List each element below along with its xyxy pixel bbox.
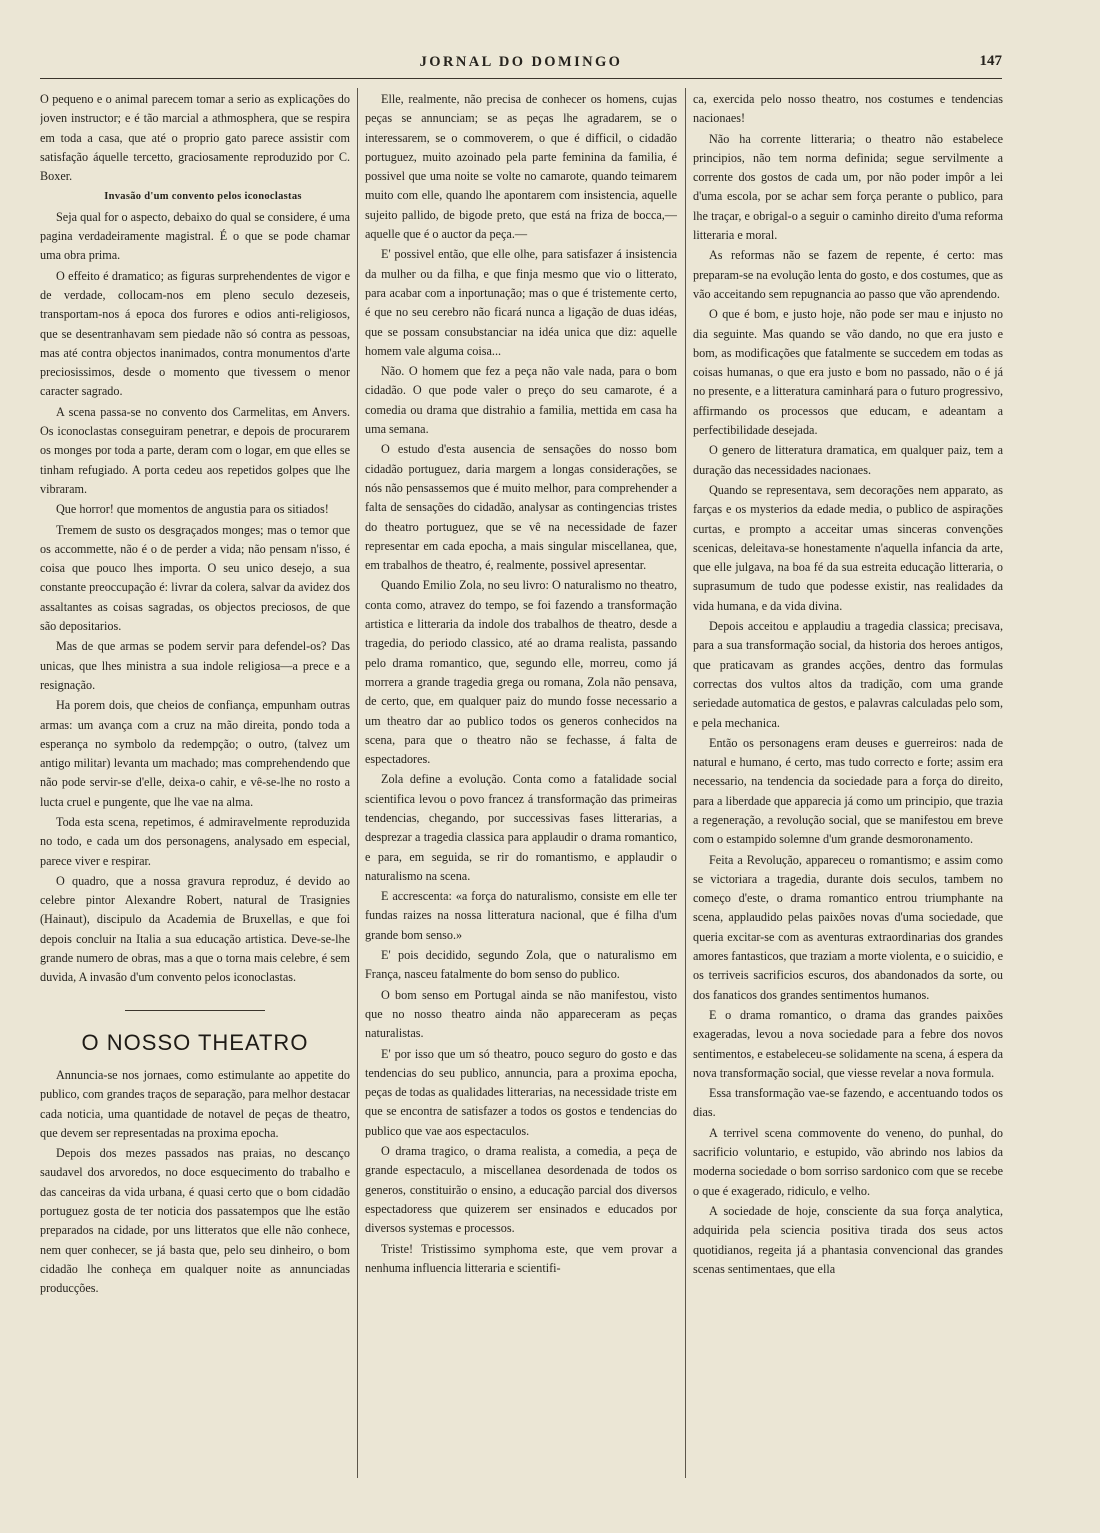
paragraph: E' por isso que um só theatro, pouco seguro do gosto e das tendencias do seu publico, annuncia, para a proxima epocha, peças de todas as qualidades litterarias, na necessidade triste em que se encontra de satisfazer a todos os gostos e tendencias do publico que vae aos espectaculos. bbox=[365, 1046, 677, 1138]
paragraph: Que horror! que momentos de angustia para os sitiados! bbox=[56, 502, 329, 517]
paragraph: A terrivel scena commovente do veneno, do punhal, do sacrificio voluntario, e estupido, vão abrindo nos labios da moderna sociedade o bom sorriso sardonico com que se recebe o que é exagerado, ridiculo, e velho. bbox=[693, 1125, 1003, 1198]
intro-paragraph: O pequeno e o animal parecem tomar a serio as explicações do joven instructor; e é tão marcial a athmosphera, que se respira em toda a casa, que até o proprio gato parece assistir com satisfação áquelle tercetto, graciosamente reproduzido por C. Boxer. bbox=[40, 92, 350, 184]
paragraph: E' possivel então, que elle olhe, para satisfazer á insistencia da mulher ou da filha, e que finja mesmo que vio o litterato, para acabar com a inportunação; mas o que é tristemente certo, é que no seu cerebro não ficará nunca a ligação de duas idéas, que se possam consubstanciar na idéa unica que diz: aquelle homem vale alguma coisa... bbox=[365, 247, 677, 358]
paragraph: E o drama romantico, o drama das grandes paixões exageradas, levou a nova sociedade para a febre dos novos sentimentos, e estabeleceu-se solidamente na scena, á espera da nova transformação social, que viesse revelar a nova formula. bbox=[693, 1007, 1003, 1080]
paragraph: A scena passa-se no convento dos Carmelitas, em Anvers. Os iconoclastas conseguiram penetrar, e depois de procurarem os monges por toda a parte, deram com o logar, em que elles se tinham refugiado. A porta cedeu aos repetidos golpes que lhe vibraram. bbox=[40, 404, 350, 496]
newspaper-title: JORNAL DO DOMINGO bbox=[419, 54, 623, 70]
paragraph: O effeito é dramatico; as figuras surprehendentes de vigor e de verdade, collocam-nos em pleno seculo dezeseis, transportam-nos á epoca dos furores e odios anti-religiosos, que se desentranhavam sem piedade não só contra as pessoas, mas até contra objectos inanimados, contra monumentos d'arte preciosissimos, desde o momento que tivessem o menor caracter sagrado. bbox=[40, 268, 350, 399]
paragraph: Feita a Revolução, appareceu o romantismo; e assim como se victoriara a tragedia, durante dois seculos, tambem no começo d'este, o drama romantico entrou triumphante na scena, applaudido pelas paixões novas d'uma sociedade, que queria excitar-se com as aventuras extraordinarias dos grandes amores fantasticos, que traziam a morte violenta, e o suicidio, e os terriveis sacrificios escuros, dos abandonados da sorte, ou dos fanaticos dos grandes sentimentos humanos. bbox=[693, 852, 1003, 1002]
paragraph: Seja qual for o aspecto, debaixo do qual se considere, é uma pagina verdadeiramente magistral. É o que se pode chamar uma obra prima. bbox=[40, 209, 350, 263]
paragraph: O bom senso em Portugal ainda se não manifestou, visto que no nosso theatro ainda não appareceram as peças naturalistas. bbox=[365, 987, 677, 1041]
paragraph: Não. O homem que fez a peça não vale nada, para o bom cidadão. O que pode valer o preço do seu camarote, é a comedia ou drama que distrahio a familia, mettida em casa ha uma semana. bbox=[365, 364, 677, 437]
paragraph: Annuncia-se nos jornaes, como estimulante ao appetite do publico, com grandes traços de separação, para melhor destacar cada noticia, uma quantidade de notavel de peças de theatro, que devem ser representadas na proxima epocha. bbox=[40, 1067, 350, 1140]
paragraph: O quadro, que a nossa gravura reproduz, é devido ao celebre pintor Alexandre Robert, natural de Trasignies (Hainaut), discipulo da Academia de Bruxellas, e que foi depois concluir na Italia a sua educação artistica. Deve-se-lhe grande numero de obras, mas a que o torna mais celebre, é sem duvida, A invasão d'um convento pelos iconoclastas. bbox=[40, 873, 350, 985]
paragraph: Triste! Tristissimo symphoma este, que vem provar a nenhuma influencia litteraria e scientifi- bbox=[365, 1241, 677, 1275]
paragraph: Toda esta scena, repetimos, é admiravelmente reproduzida no todo, e cada um dos personagens, analysado em especial, parece viver e respirar. bbox=[40, 814, 350, 868]
header-rule bbox=[40, 78, 1002, 79]
column-3 bbox=[693, 90, 1003, 1480]
paragraph: A sociedade de hoje, consciente da sua força analytica, adquirida pela sciencia positiva tirada dos seus actos quotidianos, regeita já a phantasia convencional das grandes scenas sentimentaes, que ella bbox=[693, 1203, 1003, 1276]
page-header bbox=[40, 50, 1002, 76]
paragraph: Depois acceitou e applaudiu a tragedia classica; precisava, para a sua transformação social, da historia dos heroes antigos, que praticavam as grandes acções, dentro das formulas correctas dos vultos altos da tradição, com uma grande seriedade automatica de gestos, e palavras calculadas pelo som, e pela mechanica. bbox=[693, 619, 1003, 730]
paragraph: O drama tragico, o drama realista, a comedia, a peça de grande espectaculo, a miscellanea desordenada de todos os generos, constituirão o ensino, a educação parcial dos diversos espectadoress que quizerem ser ensinados e educados por diversos systemas e processos. bbox=[365, 1144, 677, 1236]
paragraph: As reformas não se fazem de repente, é certo: mas preparam-se na evolução lenta do gosto, e dos costumes, que as vão acceitando sem repugnancia ao passo que vão aprendendo. bbox=[693, 248, 1003, 301]
paragraph: Depois dos mezes passados nas praias, no descanço saudavel dos arvoredos, no doce esquecimento do trabalho e das canceiras da vida urbana, é quasi certo que o bom cidadão portuguez gosta de ter noticia dos passatempos que lhe estão preparados na cidade, por uns litteratos que elle não conhece, nem quer conhecer, se já basta que, pelo seu dinheiro, o bom cidadão lhe conheça em qualquer noite as annunciadas producções. bbox=[40, 1146, 350, 1296]
column-divider bbox=[357, 88, 358, 1478]
paragraph: Elle, realmente, não precisa de conhecer os homens, cujas peças se annunciam; se as peças lhe agradarem, se o interessarem, se o commoverem, o que é difficil, o cidadão portuguez, muito azoinado pela parte feminina da familia, é possivel que uma noite se volte no camarote, quando teimarem muito com elle, quando lhe apontarem com insistencia, aquelle sujeito pallido, de bigode preto, que está na friza de bocca,—aquelle que é o auctor da peça.— bbox=[365, 92, 677, 242]
paragraph: Mas de que armas se podem servir para defendel-os? Das unicas, que lhes ministra a sua indole religiosa—a prece e a resignação. bbox=[40, 639, 350, 692]
column-2 bbox=[365, 90, 677, 1480]
paragraph: Então os personagens eram deuses e guerreiros: nada de natural e humano, é certo, mas tudo correcto e forte; assim era necessario, na tendencia da sociedade para a força do direito, para a liberdade que apparecia já como um principio, que trazia a regeneração, a revolução social, que se manifestou em breve com o estampido solemne d'um grande desmoronamento. bbox=[693, 735, 1003, 847]
paragraph: O genero de litteratura dramatica, em qualquer paiz, tem a duração das necessidades nacionaes. bbox=[693, 443, 1003, 477]
paragraph: Essa transformação vae-se fazendo, e accentuando todos os dias. bbox=[693, 1086, 1003, 1120]
page-number: 147 bbox=[979, 53, 1002, 69]
paragraph: ca, exercida pelo nosso theatro, nos costumes e tendencias nacionaes! bbox=[693, 92, 1003, 126]
paragraph: Tremem de susto os desgraçados monges; mas o temor que os accommette, não é o de perder a vida; não pensam n'isso, é coisa que pouco lhes importa. O seu unico desejo, a sua constante preoccupação é: livrar da colera, salvar da avidez dos assaltantes as coisas sagradas, os objectos preciosos, de que são depositarios. bbox=[40, 522, 350, 634]
section-divider bbox=[125, 1010, 265, 1011]
paragraph: Não ha corrente litteraria; o theatro não estabelece principios, não tem norma definida; segue servilmente a corrente dos gostos de cada um, por não poder impôr a lei d'uma escola, por se achar sem força perante o publico, para lhe traçar, e obrigal-o a seguir o caminho direito d'uma reforma litteraria e moral. bbox=[693, 131, 1003, 243]
paragraph: E accrescenta: «a força do naturalismo, consiste em elle ter fundas raizes na nossa litteratura nacional, que é filha d'um grande bom senso.» bbox=[365, 889, 677, 942]
paragraph: Quando se representava, sem decorações nem apparato, as farças e os mysterios da edade media, o publico de aspirações curtas, e prompto a acceitar umas sinceras convenções scenicas, deleitava-se honestamente n'aquella infancia da arte, que elle julgava, na boa fé da sua estreita educação litteraria, o suprasumum de tudo que podesse existir, nas realidades da vida humana, e da vida divina. bbox=[693, 482, 1003, 613]
paragraph: E' pois decidido, segundo Zola, que o naturalismo em França, nasceu fatalmente do bom senso do publico. bbox=[365, 948, 677, 982]
column-divider bbox=[685, 88, 686, 1478]
paragraph: O estudo d'esta ausencia de sensações do nosso bom cidadão portuguez, daria margem a longas considerações, se nós não pensassemos que é muito melhor, para comprehender a falta de sensações do cidadão, analysar as contingencias tristes do theatro portuguez, que se vê na necessidade de fazer representar em cada epocha, a mais singular miscellanea, que, em trabalhos de theatro, é, realmente, possivel apresentar. bbox=[365, 442, 677, 573]
paragraph: Ha porem dois, que cheios de confiança, empunham outras armas: um avança com a cruz na mão direita, pondo toda a esperança no symbolo da redempção; o outro, (talvez um antigo militar) levanta um machado; mas comprehendendo que não pode servir-se d'elle, deixa-o cahir, e vê-se-lhe no rosto a lucta cruel e pungente, que lhe vae na alma. bbox=[40, 698, 350, 809]
paragraph: Zola define a evolução. Conta como a fatalidade social scientifica levou o povo francez á transformação das primeiras tendencias, chegando, por successivas fases litterarias, a desprezar a tragedia classica para applaudir o drama romantico, e para, em seguida, se rir do romantismo, e applaudir o naturalismo na scena. bbox=[365, 772, 677, 883]
article-subheading: Invasão d'um convento pelos iconoclastas bbox=[104, 191, 302, 203]
section-title: O NOSSO THEATRO bbox=[81, 1029, 309, 1055]
paragraph: Quando Emilio Zola, no seu livro: O naturalismo no theatro, conta como, atravez do tempo, se foi fazendo a transformação artistica e litteraria da indole dos trabalhos de theatro, desde a tragedia, do periodo classico, até ao drama realista, passando pelo drama romantico, que, segundo elle, morreu, como já morrera a grande tragedia grega ou romana, Zola não pensava, de certo, que, em qualquer paiz do mundo fosse necessario a um theatro dar ao publico todos os generos conhecidos na scena, para que o theatro não se fechasse, á falta de espectadores. bbox=[365, 578, 677, 767]
paragraph: O que é bom, e justo hoje, não pode ser mau e injusto no dia seguinte. Mas quando se vão dando, no que era justo e bom, as modificações que fatalmente se succedem em todas as coisas humanas, o que era justo e bom no passado, não o é já no presente, e a litteratura caminhará para o futuro progressivo, affirmando os processos que educam, e adeantam a perfectibilidade desejada. bbox=[693, 307, 1003, 438]
column-1 bbox=[40, 90, 350, 1480]
